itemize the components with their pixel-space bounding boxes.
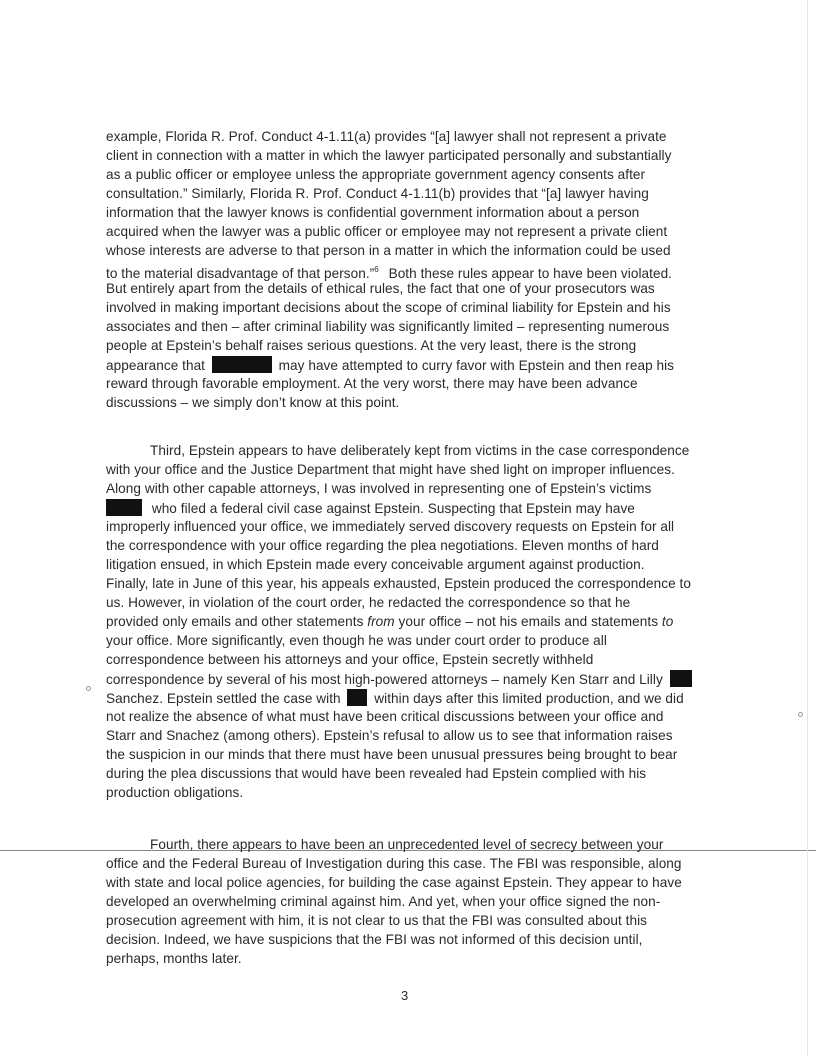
- body-line: involved in making important decisions about the scope of criminal liability for Epstein and his: [106, 300, 671, 315]
- body-text: within days after this limited production, and we did: [374, 691, 684, 706]
- body-line: But entirely apart from the details of ethical rules, the fact that one of your prosecutors was: [106, 281, 655, 296]
- body-line: Third, Epstein appears to have deliberately kept from victims in the case correspondence: [150, 443, 690, 458]
- body-text: appearance that: [106, 358, 206, 373]
- emphasis-text: from: [367, 614, 395, 629]
- redaction-block: [212, 356, 272, 373]
- body-text: provided only emails and other statements: [106, 614, 364, 629]
- body-line: information that the lawyer knows is confidential government information about a person: [106, 205, 640, 220]
- body-line: decision. Indeed, we have suspicions that the FBI was not informed of this decision until,: [106, 932, 643, 947]
- body-line: improperly influenced your office, we immediately served discovery requests on Epstein for all: [106, 519, 675, 534]
- body-line: consultation.” Similarly, Florida R. Prof. Conduct 4-1.11(b) provides that “[a] lawyer having: [106, 186, 649, 201]
- body-text: who filed a federal civil case against Epstein. Suspecting that Epstein may have: [151, 501, 635, 516]
- body-line: perhaps, months later.: [106, 951, 242, 966]
- body-line: developed an overwhelming criminal against him. And yet, when your office signed the non-: [106, 894, 661, 909]
- body-line: production obligations.: [106, 785, 244, 800]
- body-line: [106, 356, 674, 375]
- body-line: [106, 613, 673, 631]
- body-text: Both these rules appear to have been violated.: [388, 266, 673, 281]
- body-line: with your office and the Justice Department that might have shed light on improper influences.: [106, 462, 675, 477]
- body-line: the suspicion in our minds that there must have been unusual pressures being brought to bear: [106, 747, 678, 762]
- body-line: discussions – we simply don’t know at this point.: [106, 395, 400, 410]
- body-line: correspondence between his attorneys and your office, Epstein secretly withheld: [106, 652, 594, 667]
- body-line: litigation ensued, in which Epstein made every conceivable argument against production.: [106, 557, 645, 572]
- body-line: Fourth, there appears to have been an unprecedented level of secrecy between your: [150, 837, 664, 852]
- redaction-block: [106, 499, 142, 516]
- body-line: the correspondence with your office regarding the plea negotiations. Eleven months of hard: [106, 538, 659, 553]
- body-text: correspondence by several of his most high-powered attorneys – namely Ken Starr and Lilly: [106, 672, 663, 687]
- body-line: your office. More significantly, even though he was under court order to produce all: [106, 633, 607, 648]
- page-number: 3: [401, 988, 409, 1003]
- body-text: may have attempted to curry favor with Epstein and then reap his: [278, 358, 675, 373]
- body-line: [106, 670, 692, 689]
- body-line: prosecution agreement with him, it is not clear to us that the FBI was consulted about this: [106, 913, 648, 928]
- body-line: not realize the absence of what must have been critical discussions between your office and: [106, 709, 664, 724]
- body-line: example, Florida R. Prof. Conduct 4-1.11(a) provides “[a] lawyer shall not represent a private: [106, 129, 667, 144]
- body-line: [106, 499, 635, 518]
- redaction-block: [670, 670, 692, 687]
- body-text: Sanchez. Epstein settled the case with: [106, 691, 341, 706]
- body-line: during the plea discussions that would have been revealed had Epstein complied with his: [106, 766, 647, 781]
- footnote-marker: 6: [374, 265, 379, 274]
- body-line: with state and local police agencies, for building the case against Epstein. They appear to have: [106, 875, 682, 890]
- body-line: us. However, in violation of the court order, he redacted the correspondence so that he: [106, 595, 631, 610]
- body-line: Along with other capable attorneys, I was involved in representing one of Epstein’s victims: [106, 481, 652, 496]
- scan-speck: [798, 712, 803, 717]
- page-edge: [807, 0, 808, 1056]
- body-line: Finally, late in June of this year, his appeals exhausted, Epstein produced the correspondence to: [106, 576, 691, 591]
- body-line: Starr and Snachez (among others). Epstein’s refusal to allow us to see that information raises: [106, 728, 673, 743]
- body-line: acquired when the lawyer was a public officer or employee may not represent a private client: [106, 224, 668, 239]
- body-text: your office – not his emails and statements: [398, 614, 659, 629]
- body-line: reward through favorable employment. At the very worst, there may have been advance: [106, 376, 638, 391]
- emphasis-text: to: [661, 614, 674, 629]
- body-line: whose interests are adverse to that person in a matter in which the information could be used: [106, 243, 671, 258]
- body-line: as a public officer or employee unless the appropriate government agency consents after: [106, 167, 646, 182]
- body-line: office and the Federal Bureau of Investigation during this case. The FBI was responsible, along: [106, 856, 682, 871]
- body-line: [106, 689, 684, 708]
- body-line: client in connection with a matter in which the lawyer participated personally and substantially: [106, 148, 672, 163]
- scan-speck: [86, 686, 91, 691]
- body-line: people at Epstein’s behalf raises serious questions. At the very least, there is the strong: [106, 338, 637, 353]
- body-line: associates and then – after criminal liability was significantly limited – representing numerous: [106, 319, 670, 334]
- redaction-block: [347, 689, 367, 706]
- body-text: to the material disadvantage of that person.”: [106, 266, 375, 281]
